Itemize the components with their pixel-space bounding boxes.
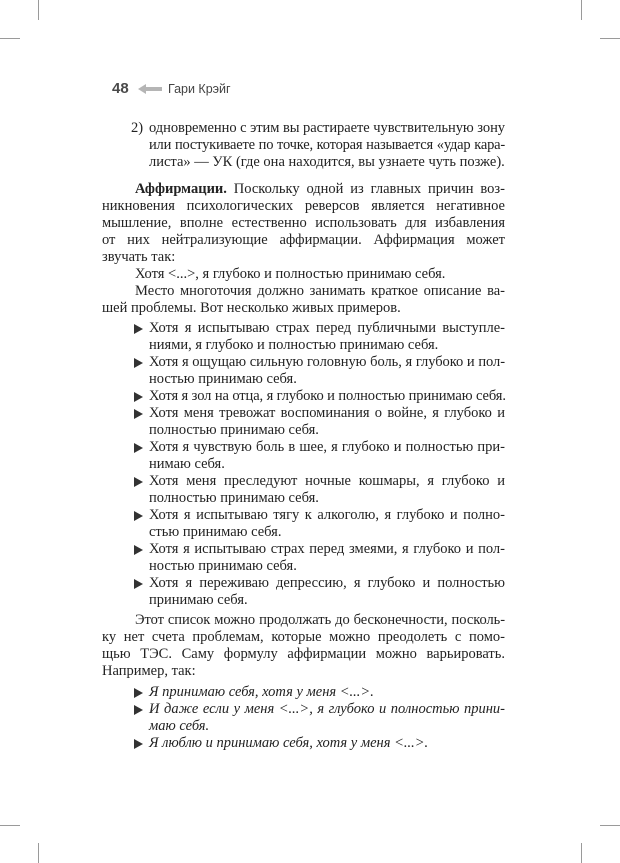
bullet-line [149, 541, 505, 558]
running-header-author: Гари Крэйг [168, 82, 231, 96]
line-text: Например, так: [102, 663, 196, 679]
line-text: Хотя меня преследуют ночные кошмары, я глубоко и [149, 473, 505, 489]
bullet-triangle-icon [134, 545, 143, 555]
para-line [102, 249, 505, 266]
bullet-line [149, 422, 505, 439]
bullet-line [149, 718, 505, 735]
bullet-line [149, 371, 505, 388]
list-number: 2) [131, 120, 144, 136]
line-text: Место многоточия должно занимать краткое описание ва- [135, 283, 505, 299]
numbered-line [149, 120, 505, 137]
line-text: Хотя я чувствую боль в шее, я глубоко и полностью при- [149, 439, 505, 455]
para-line [102, 663, 505, 680]
crop-mark [581, 0, 582, 20]
numbered-line [149, 154, 505, 171]
paragraph-lead: Аффирмации. [135, 181, 227, 197]
para-line [102, 646, 505, 663]
bullet-line [149, 558, 505, 575]
line-text: полностью принимаю себя. [149, 490, 319, 506]
line-text: И даже если у меня <...>, я глубоко и полностью прини- [149, 701, 505, 717]
line-text: Хотя <...>, я глубоко и полностью принимаю себя. [135, 266, 446, 282]
bullet-line [149, 439, 505, 456]
bullet-triangle-icon [134, 477, 143, 487]
bullet-line [149, 320, 505, 337]
crop-mark [0, 38, 20, 39]
line-text: Хотя я испытываю тягу к алкоголю, я глубоко и полно- [149, 507, 505, 523]
line-text: Этот список можно продолжать до бесконечности, посколь- [135, 612, 505, 628]
numbered-line [149, 137, 505, 154]
bullet-triangle-icon [134, 579, 143, 589]
bullet-line [149, 388, 505, 405]
para-line [135, 266, 505, 283]
line-text: ностью принимаю себя. [149, 558, 297, 574]
page-number: 48 [112, 80, 129, 97]
bullet-line [149, 592, 505, 609]
line-text: звучать так: [102, 249, 176, 265]
bullet-triangle-icon [134, 392, 143, 402]
line-text: стью принимаю себя. [149, 524, 282, 540]
crop-mark [38, 843, 39, 863]
line-text: Хотя я ощущаю сильную головную боль, я глубоко и пол- [149, 354, 505, 370]
line-text: ниями, я глубоко и полностью принимаю себя. [149, 337, 439, 353]
line-text: нимаю себя. [149, 456, 225, 472]
bullet-line [149, 405, 505, 422]
line-text: Хотя меня тревожат воспоминания о войне, я глубоко и [149, 405, 505, 421]
bullet-line [149, 490, 505, 507]
bullet-line [149, 524, 505, 541]
line-text: принимаю себя. [149, 592, 248, 608]
line-text: от них нейтрализующие аффирмации. Аффирмация может [102, 232, 505, 248]
bullet-line [149, 473, 505, 490]
bullet-line [149, 337, 505, 354]
line-text: Хотя я зол на отца, я глубоко и полностью принимаю себя. [149, 388, 506, 404]
line-text: мышление, вполне естественно использовать для избавления [102, 215, 505, 231]
line-text: Хотя я переживаю депрессию, я глубоко и полностью [149, 575, 505, 591]
line-text: Хотя я испытываю страх перед публичными выступле- [149, 320, 505, 336]
bullet-triangle-icon [134, 511, 143, 521]
line-text: Я люблю и принимаю себя, хотя у меня <...>. [149, 735, 429, 751]
line-text: листа» — УК (где она находится, вы узнаете чуть позже). [149, 154, 505, 170]
para-line [135, 283, 505, 300]
para-line [102, 215, 505, 232]
bullet-triangle-icon [134, 358, 143, 368]
line-text: ку нет счета проблемам, которые можно преодолеть с помо- [102, 629, 505, 645]
line-text: полностью принимаю себя. [149, 422, 319, 438]
line-text: Хотя я испытываю страх перед змеями, я глубоко и пол- [149, 541, 505, 557]
bullet-line [149, 456, 505, 473]
para-line [102, 232, 505, 249]
crop-mark [0, 825, 20, 826]
line-text: щью ТЭС. Саму формулу аффирмации можно варьировать. [102, 646, 505, 662]
crop-mark [600, 38, 620, 39]
bullet-line [149, 575, 505, 592]
bullet-line [149, 684, 505, 701]
line-text: маю себя. [149, 718, 210, 734]
para-line [135, 612, 505, 629]
bullet-line [149, 354, 505, 371]
para-line [135, 181, 505, 198]
crop-mark [581, 843, 582, 863]
bullet-triangle-icon [134, 409, 143, 419]
line-text: ностью принимаю себя. [149, 371, 297, 387]
line-text: или постукиваете по точке, которая называется «удар кара- [149, 137, 505, 153]
arrow-left-icon [138, 84, 162, 94]
line-text: шей проблемы. Вот несколько живых примеров. [102, 300, 401, 316]
para-line [102, 629, 505, 646]
para-line [102, 198, 505, 215]
line-text: Поскольку одной из главных причин воз- [226, 181, 505, 197]
bullet-triangle-icon [134, 739, 143, 749]
crop-mark [600, 825, 620, 826]
bullet-triangle-icon [134, 688, 143, 698]
bullet-triangle-icon [134, 705, 143, 715]
line-text: никновения психологических реверсов является негативное [102, 198, 505, 214]
line-text: одновременно с этим вы растираете чувствительную зону [149, 120, 505, 136]
bullet-line [149, 701, 505, 718]
para-line [102, 300, 505, 317]
line-text: Я принимаю себя, хотя у меня <...>. [149, 684, 374, 700]
bullet-line [149, 507, 505, 524]
bullet-triangle-icon [134, 443, 143, 453]
bullet-triangle-icon [134, 324, 143, 334]
bullet-line [149, 735, 505, 752]
crop-mark [38, 0, 39, 20]
